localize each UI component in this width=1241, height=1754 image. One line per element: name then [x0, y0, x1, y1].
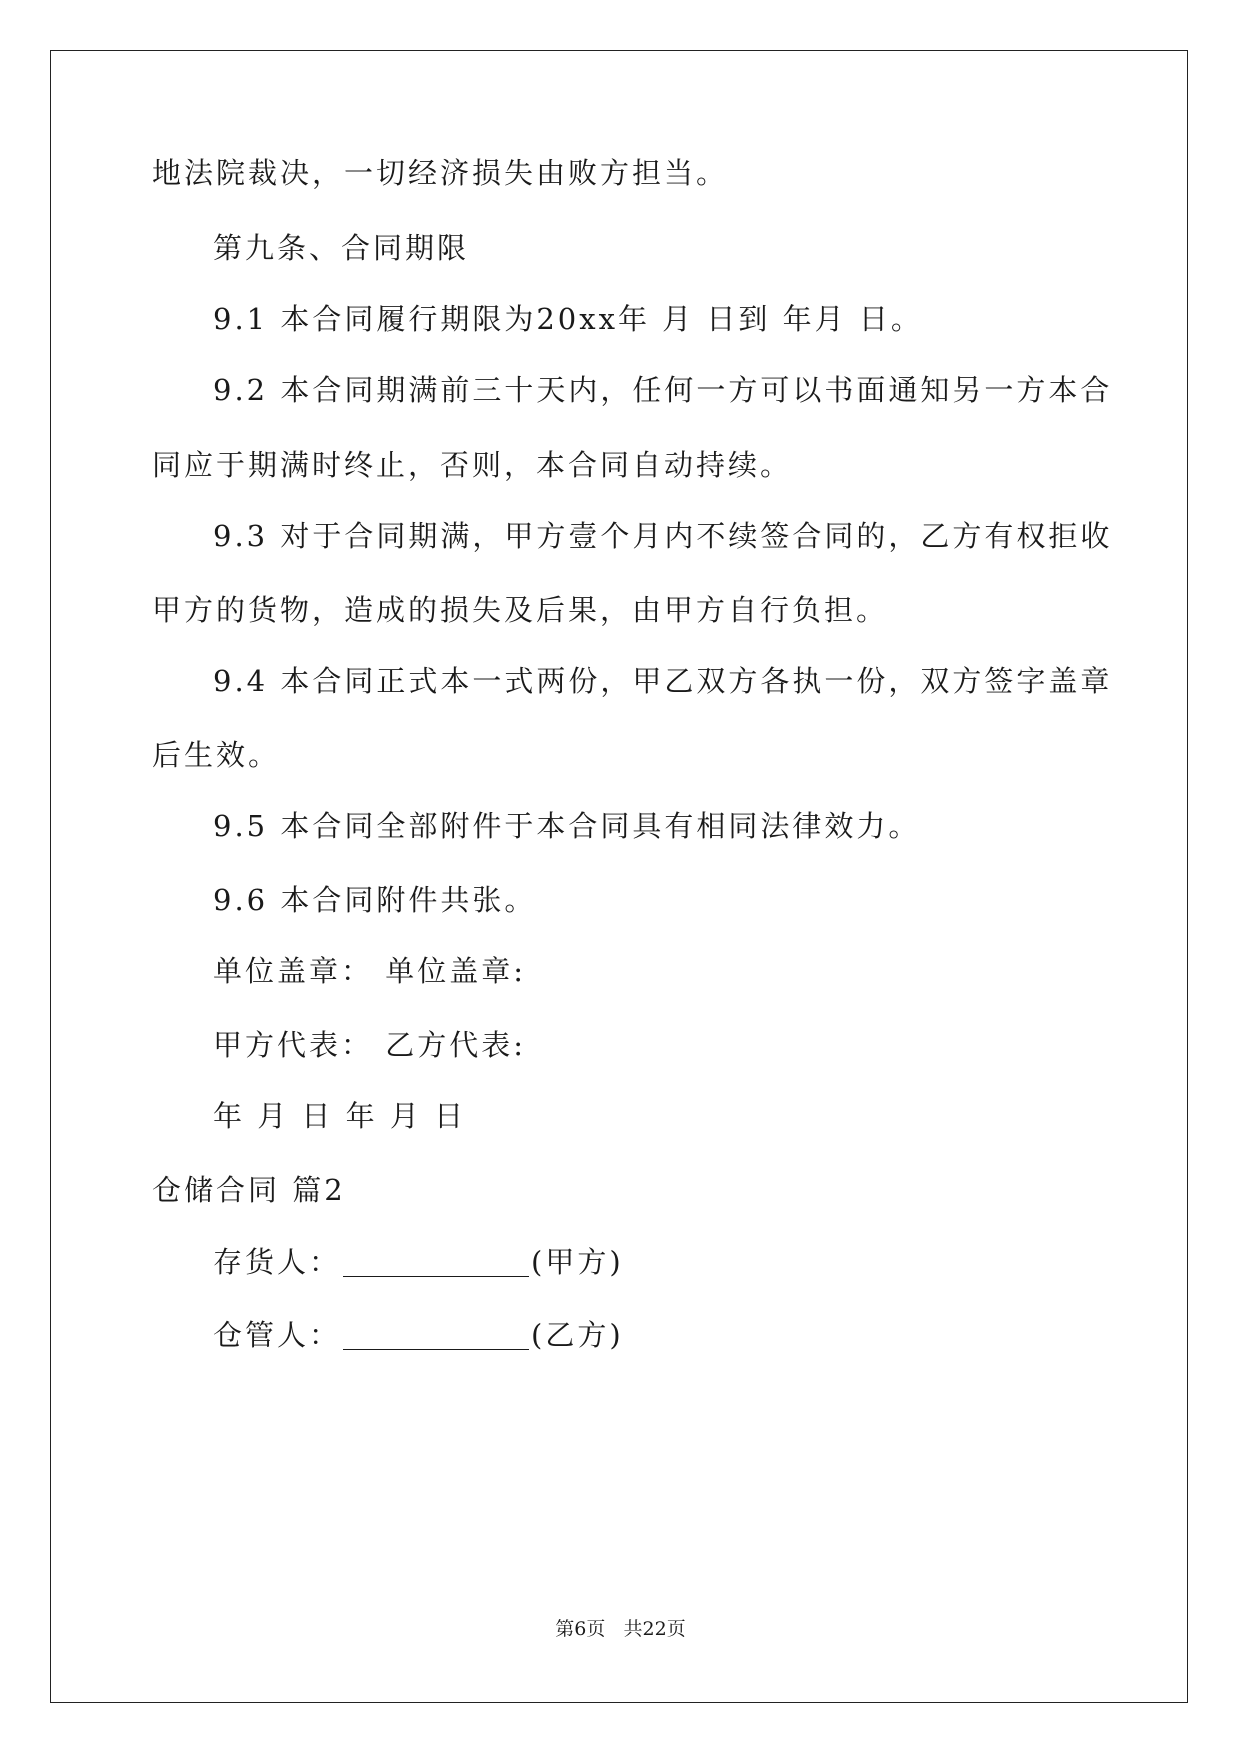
page-current: 6 [574, 1618, 587, 1640]
warehouse-keeper-line [213, 1318, 624, 1352]
clause-9-3: 9.3 对于合同期满，甲方壹个月内不续签合同的，乙方有权拒收 [213, 519, 1113, 553]
warehouse-keeper-blank [343, 1322, 529, 1350]
section-heading: 第九条、合同期限 [213, 231, 470, 265]
page-footer [0, 1620, 1241, 1639]
page-prefix: 第 [555, 1618, 575, 1640]
page-border [50, 50, 1188, 1703]
clause-9-4: 9.4 本合同正式本一式两份，甲乙双方各执一份，双方签字盖章 [213, 664, 1113, 698]
depositor-blank [343, 1249, 529, 1277]
representative-line: 甲方代表： 乙方代表: [213, 1028, 526, 1062]
paragraph-text: 地法院裁决，一切经济损失由败方担当。 [152, 156, 729, 190]
seal-line: 单位盖章： 单位盖章: [213, 954, 526, 988]
depositor-label: 存货人： [213, 1245, 342, 1279]
clause-9-2-continued: 同应于期满时终止，否则，本合同自动持续。 [152, 448, 793, 482]
clause-9-5: 9.5 本合同全部附件于本合同具有相同法律效力。 [213, 809, 921, 843]
page-suffix: 页 [666, 1618, 686, 1640]
warehouse-keeper-label: 仓管人： [213, 1318, 342, 1352]
depositor-line [213, 1245, 624, 1279]
page-mid: 页 共 [586, 1618, 643, 1640]
clause-9-3-continued: 甲方的货物，造成的损失及后果，由甲方自行负担。 [152, 593, 889, 627]
contract-title: 仓储合同 篇2 [152, 1173, 346, 1207]
clause-9-6: 9.6 本合同附件共张。 [213, 883, 537, 917]
warehouse-keeper-suffix: (乙方) [531, 1318, 624, 1352]
depositor-suffix: (甲方) [531, 1245, 624, 1279]
date-line: 年 月 日 年 月 日 [213, 1099, 467, 1133]
page-total: 22 [642, 1618, 667, 1640]
clause-9-2: 9.2 本合同期满前三十天内，任何一方可以书面通知另一方本合 [213, 373, 1113, 407]
clause-9-4-continued: 后生效。 [152, 738, 281, 772]
clause-9-1: 9.1 本合同履行期限为20xx年 月 日到 年月 日。 [213, 302, 923, 336]
